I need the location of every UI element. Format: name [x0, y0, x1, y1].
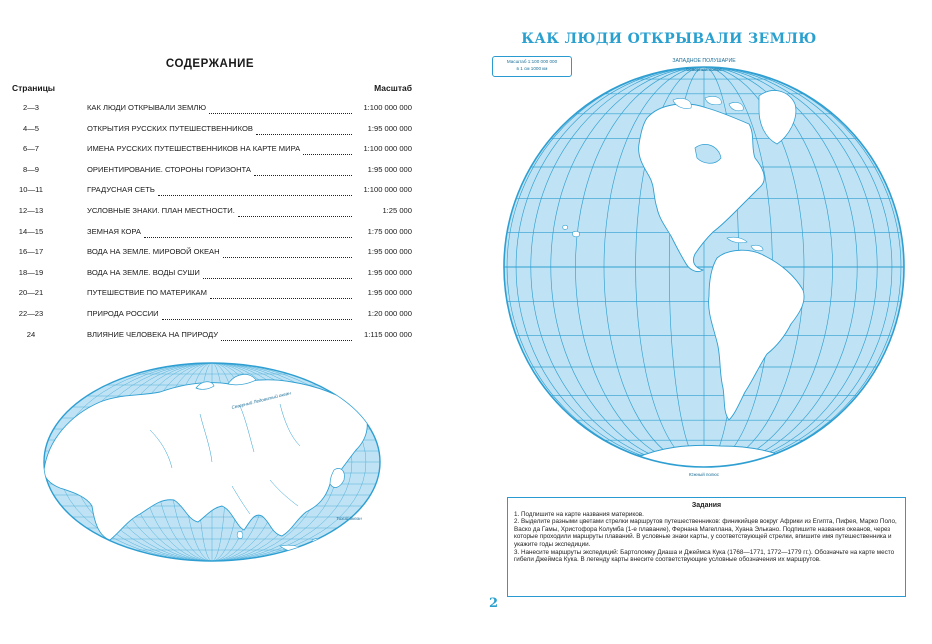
- south-pole-label: Южный полюс: [688, 472, 720, 477]
- toc-row-title: ПРИРОДА РОССИИ: [87, 309, 159, 318]
- pacific-ocean-label: Тихий океан: [336, 516, 362, 521]
- toc-row-scale: 1:20 000 000: [367, 309, 412, 318]
- toc-row-pages: 6—7: [22, 144, 40, 154]
- toc-row-pages: 10—11: [19, 185, 43, 195]
- left-page: [0, 0, 458, 644]
- toc-row-scale: 1:95 000 000: [367, 267, 412, 277]
- toc-row-scale: 1:95 000 000: [367, 288, 412, 298]
- task-1: 1. Подпишите на карте названия материков.: [514, 510, 644, 518]
- toc-row-title: ОТКРЫТИЯ РУССКИХ ПУТЕШЕСТВЕННИКОВ: [87, 123, 253, 133]
- toc-row-title: ПУТЕШЕСТВИЕ ПО МАТЕРИКАМ: [87, 288, 207, 298]
- north-pole-label: Северный полюс: [686, 67, 722, 72]
- task-2: 2. Выделите разными цветами стрелки маршрутов путешественников: финикийцев вокруг Африки из Египта, Пифея, Марко Поло, Васко да Гамы, Христофора Колумба (1-е плавание), Фернана Магеллана, Хуана Элькано. Подпишите названия океанов, через которые проходили маршруты плаваний. В условные знаки карты, у соответствующей стрелки, впишите имя путешественника и укажите годы экспедиции.: [514, 518, 897, 548]
- scale-distance: в 1 см 1000 км: [516, 66, 548, 71]
- toc-row-scale: 1:100 000 000: [363, 144, 412, 154]
- task-3: 3. Нанесите маршруты экспедиций: Бартоломеу Диаша и Джеймса Кука (1768—1771, 1772—1779 гг.). Обозначьте на карте место гибели Джеймса Кука. В легенду карты внесите соответствующие условные обозначения их маршрутов.: [514, 548, 895, 564]
- toc-row-pages: 8—9: [22, 164, 40, 174]
- arctic-ocean-label: Северный Ледовитый океан: [231, 390, 292, 410]
- toc-row-title: ОРИЕНТИРОВАНИЕ. СТОРОНЫ ГОРИЗОНТА: [87, 164, 251, 174]
- toc-row-title: УСЛОВНЫЕ ЗНАКИ. ПЛАН МЕСТНОСТИ.: [87, 206, 235, 215]
- toc-row-scale: 1:95 000 000: [367, 164, 412, 174]
- right-page: [459, 0, 932, 644]
- toc-col-scale: Масштаб: [374, 83, 412, 93]
- toc-title: СОДЕРЖАНИЕ: [165, 58, 255, 70]
- toc-row-pages: 2—3: [22, 103, 40, 112]
- western-hemisphere-map: [459, 0, 932, 500]
- toc-row-title: ИМЕНА РУССКИХ ПУТЕШЕСТВЕННИКОВ НА КАРТЕ МИРА: [87, 144, 301, 154]
- toc-row-pages: 14—15: [18, 226, 44, 236]
- toc-row-pages: 24: [26, 329, 36, 339]
- tasks-title: Задания: [691, 502, 722, 509]
- toc-row-title: ЗЕМНАЯ КОРА: [87, 226, 141, 236]
- hemisphere-label: ЗАПАДНОЕ ПОЛУШАРИЕ: [672, 58, 736, 64]
- toc-row-title: ВОДА НА ЗЕМЛЕ. ВОДЫ СУШИ: [87, 267, 200, 277]
- toc-row-title: ВЛИЯНИЕ ЧЕЛОВЕКА НА ПРИРОДУ: [87, 329, 219, 339]
- page-number: 2: [489, 596, 499, 611]
- tasks-box: [507, 497, 906, 597]
- toc-row-title: КАК ЛЮДИ ОТКРЫВАЛИ ЗЕМЛЮ: [87, 103, 207, 112]
- toc-row-pages: 16—17: [18, 247, 44, 257]
- toc-row-scale: 1:95 000 000: [367, 247, 412, 257]
- eurasia-map: [0, 0, 458, 644]
- toc-row-title: ВОДА НА ЗЕМЛЕ. МИРОВОЙ ОКЕАН: [87, 247, 220, 257]
- sri-lanka-island: [237, 531, 243, 538]
- toc-row-scale: 1:25 000: [382, 206, 412, 215]
- toc-row-scale: 1:115 000 000: [364, 329, 412, 339]
- toc-row-pages: 4—5: [22, 123, 40, 133]
- page-title: КАК ЛЮДИ ОТКРЫВАЛИ ЗЕМЛЮ: [521, 31, 817, 47]
- toc-row-scale: 1:75 000 000: [367, 226, 412, 236]
- toc-row-pages: 12—13: [18, 206, 44, 215]
- toc-row-title: ГРАДУСНАЯ СЕТЬ: [87, 185, 155, 195]
- scale-ratio: Масштаб 1:100 000 000: [506, 59, 558, 64]
- toc-row-pages: 18—19: [18, 267, 44, 277]
- toc-row-scale: 1:100 000 000: [363, 103, 412, 112]
- toc-row-scale: 1:100 000 000: [363, 185, 412, 195]
- toc-row-scale: 1:95 000 000: [367, 123, 412, 133]
- toc-row-pages: 20—21: [18, 288, 44, 298]
- toc-col-pages: Страницы: [12, 83, 56, 93]
- toc-row-pages: 22—23: [18, 309, 44, 318]
